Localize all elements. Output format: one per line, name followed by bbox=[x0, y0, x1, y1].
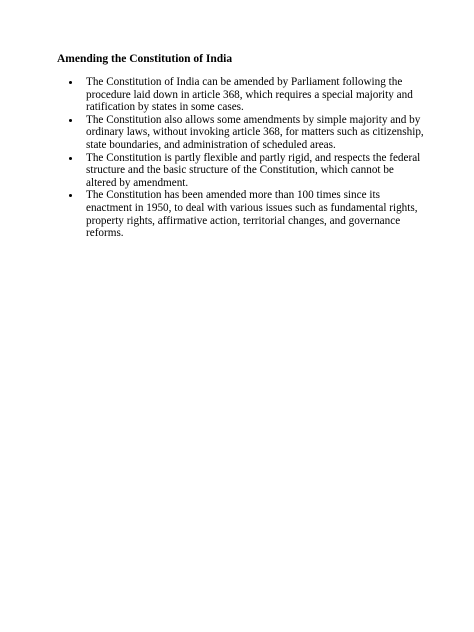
bullet-icon bbox=[69, 81, 72, 84]
bullet-text: The Constitution has been amended more than 100 times since its enactment in 1950, to deal with various issues such as fundamental rights, property rights, affirmative action, territorial changes, and governance reforms. bbox=[86, 189, 418, 240]
bullet-icon bbox=[69, 157, 72, 160]
document-title: Amending the Constitution of India bbox=[57, 53, 233, 65]
bullet-list bbox=[69, 76, 425, 240]
bullet-text: The Constitution is partly flexible and partly rigid, and respects the federal structure and the basic structure of the Constitution, which cannot be altered by amendment. bbox=[86, 151, 421, 189]
list-item bbox=[69, 114, 425, 152]
list-item bbox=[69, 152, 425, 190]
bullet-icon bbox=[69, 194, 72, 197]
list-item bbox=[69, 189, 425, 239]
bullet-text: The Constitution also allows some amendments by simple majority and by ordinary laws, without invoking article 368, for matters such as citizenship, state boundaries, and administration of scheduled areas. bbox=[86, 113, 424, 151]
list-item bbox=[69, 76, 425, 114]
bullet-icon bbox=[69, 119, 72, 122]
bullet-text: The Constitution of India can be amended by Parliament following the procedure laid down in article 368, which requires a special majority and ratification by states in some cases. bbox=[86, 76, 413, 114]
